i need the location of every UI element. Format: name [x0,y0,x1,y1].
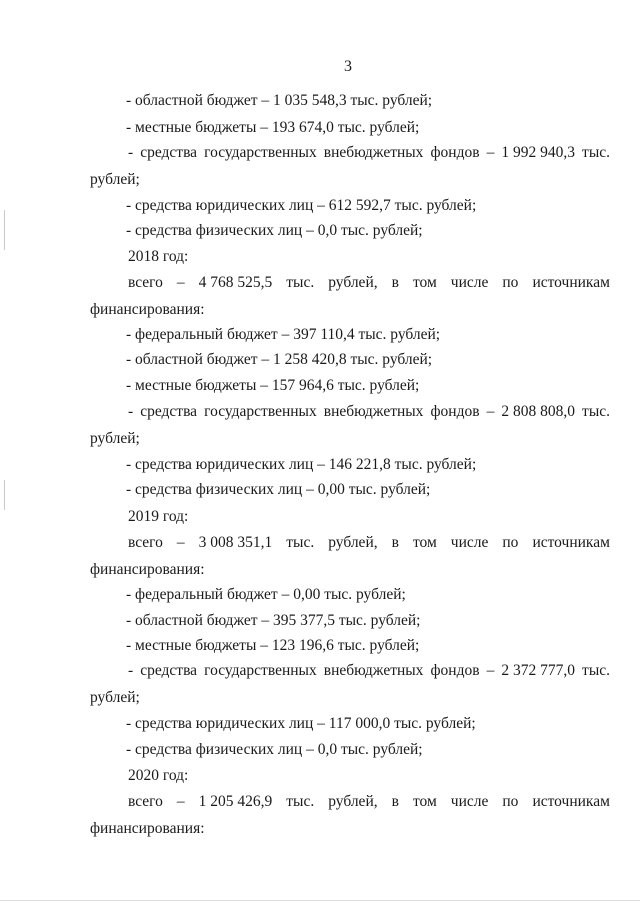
word: - [128,144,134,161]
word: – [486,662,495,679]
text-line: - областной бюджет – 1 035 548,3 тыс. рублей; [126,92,433,109]
word: 3 008 351,1 [198,534,273,551]
text-line: - местные бюджеты – 193 674,0 тыс. рублей; [126,119,420,136]
word: источникам [532,793,610,810]
text-line: финансирования: [90,820,205,837]
text-line: финансирования: [90,301,205,318]
word: фондов [430,144,480,161]
text-line: - средства юридических лиц – 146 221,8 тыс. рублей; [126,456,477,473]
word: государственных [204,144,317,161]
word: 2 808 808,0 [501,403,575,420]
word: – [176,793,185,810]
year-heading: 2018 год: [128,248,189,265]
year-heading: 2019 год: [128,508,189,525]
word: рублей, [328,274,378,291]
word: в [391,534,399,551]
word: – [176,274,185,291]
word: тыс. [286,274,315,291]
text-line: рублей; [90,430,140,447]
word: всего [128,534,163,551]
word: по [502,793,519,810]
text-line: - средства юридических лиц – 117 000,0 тыс. рублей; [126,715,476,732]
word: числе [450,793,489,810]
text-line: - средства физических лиц – 0,0 тыс. рублей; [126,222,423,239]
text-line: - местные бюджеты – 123 196,6 тыс. рублей; [126,637,420,654]
justified-line [128,661,610,681]
word: тыс. [582,662,610,679]
justified-line [128,533,610,553]
word: фондов [430,662,480,679]
word: 1 205 426,9 [198,793,273,810]
page-number: 3 [344,58,352,75]
text-line: - средства физических лиц – 0,0 тыс. рублей; [126,741,423,758]
year-heading: 2020 год: [128,767,189,784]
word: – [486,403,495,420]
word: – [176,534,185,551]
word: 4 768 525,5 [198,274,273,291]
scan-bottom-edge [0,900,640,901]
word: тыс. [582,144,610,161]
word: источникам [532,534,610,551]
word: - [128,403,134,420]
justified-line [128,402,610,422]
word: фондов [430,403,480,420]
word: числе [450,534,489,551]
text-line: рублей; [90,689,140,706]
word: в [391,274,399,291]
text-line: - местные бюджеты – 157 964,6 тыс. рублей; [126,377,420,394]
justified-line [128,273,610,293]
word: – [486,144,495,161]
word: средства [140,403,198,420]
text-line: рублей; [90,171,140,188]
word: тыс. [286,534,315,551]
word: том [412,793,437,810]
word: всего [128,793,163,810]
text-line: - федеральный бюджет – 397 110,4 тыс. рублей; [126,326,441,343]
word: рублей, [328,793,378,810]
word: тыс. [582,403,610,420]
text-line: финансирования: [90,561,205,578]
word: тыс. [286,793,315,810]
text-line: - средства физических лиц – 0,00 тыс. рублей; [126,481,431,498]
word: всего [128,274,163,291]
word: 1 992 940,3 [501,144,575,161]
word: государственных [204,403,317,420]
word: средства [140,662,198,679]
word: числе [450,274,489,291]
word: по [502,534,519,551]
text-line: - федеральный бюджет – 0,00 тыс. рублей; [126,586,406,603]
word: источникам [532,274,610,291]
justified-line [128,792,610,812]
justified-line [128,143,610,163]
word: внебюджетных [323,403,424,420]
word: рублей, [328,534,378,551]
text-line: - областной бюджет – 1 258 420,8 тыс. рублей; [126,351,433,368]
scan-edge-mark [4,480,5,510]
word: по [502,274,519,291]
word: средства [140,144,198,161]
text-line: - областной бюджет – 395 377,5 тыс. рублей; [126,612,421,629]
word: том [412,274,437,291]
word: внебюджетных [323,144,424,161]
word: в [391,793,399,810]
word: внебюджетных [323,662,424,679]
word: 2 372 777,0 [501,662,575,679]
word: том [412,534,437,551]
text-line: - средства юридических лиц – 612 592,7 тыс. рублей; [126,197,477,214]
word: - [128,662,134,679]
scan-edge-mark [4,210,5,250]
word: государственных [204,662,317,679]
